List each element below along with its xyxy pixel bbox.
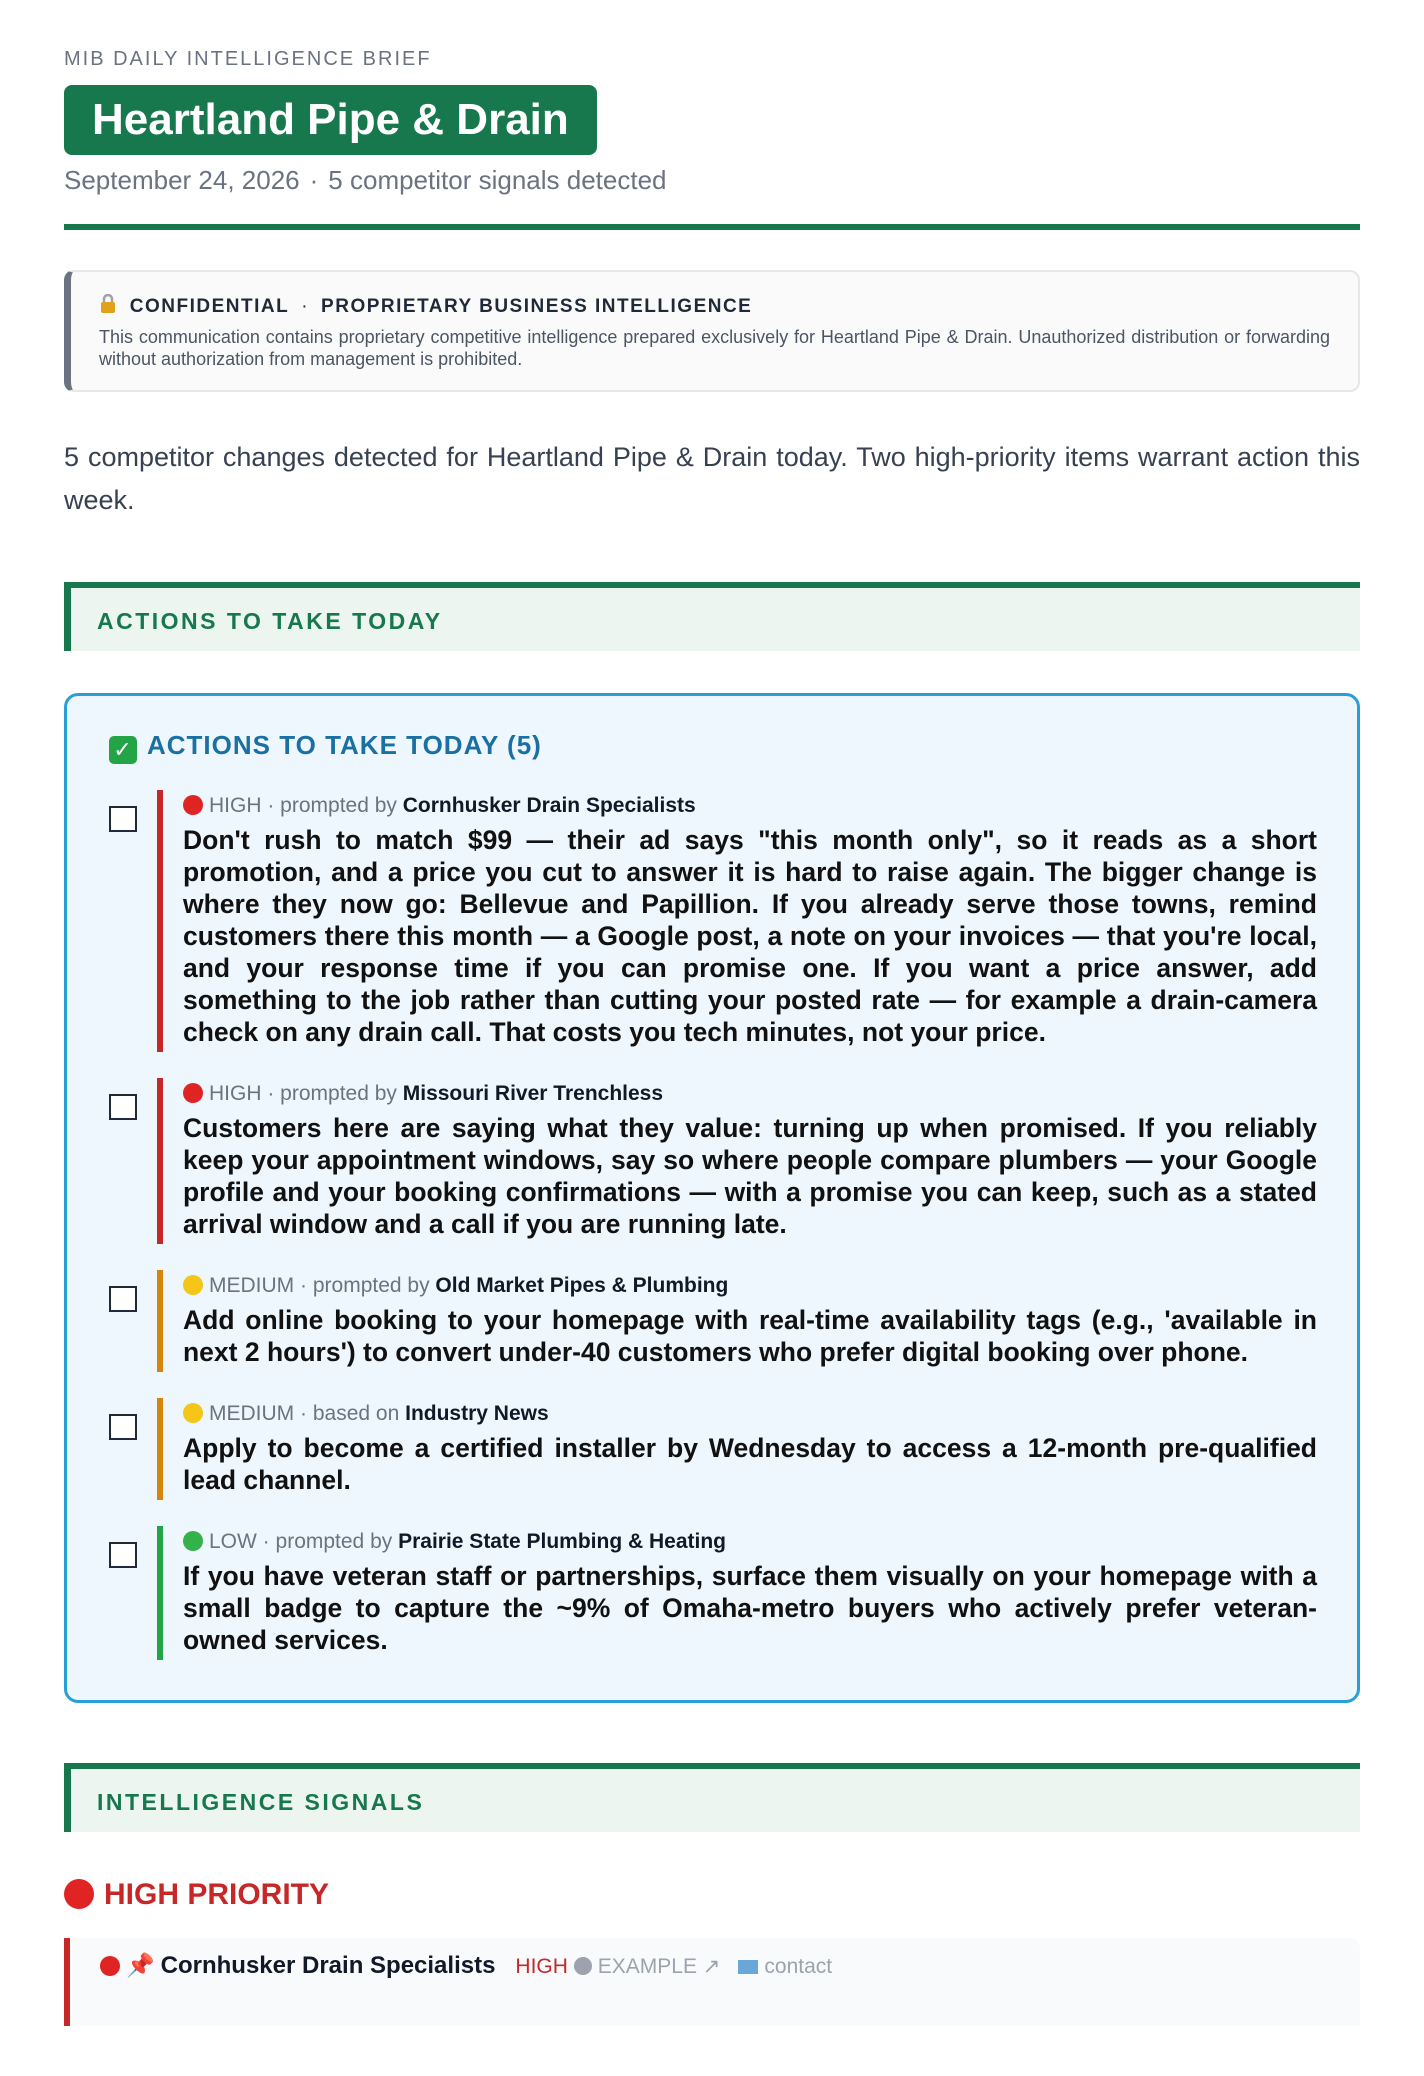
action-checkbox[interactable] xyxy=(109,1542,137,1568)
confidential-body: This communication contains proprietary competitive intelligence prepared exclusively for Heartland Pipe & Drain. Unauthorized distribution or forwarding without authorization from management is prohibited. xyxy=(99,327,1330,369)
action-item xyxy=(109,1078,1317,1244)
meta-separator: · xyxy=(309,165,319,195)
action-text: Don't rush to match $99 — their ad says "this month only", so it reads as a short promotion, and a price you cut to answer it is hard to raise again. The bigger change is where they now go: Bellevue and Papillion. If you already serve those towns, remind customers there this month — a Google post, a note on your invoices — that you're local, and your response time if you can promise one. If you want a price answer, add something to the job rather than cutting your posted rate — for example a drain-camera check on any drain call. That costs you tech minutes, not your price. xyxy=(183,825,1317,1047)
high-priority-label: HIGH PRIORITY xyxy=(104,1878,330,1911)
globe-icon xyxy=(574,1957,592,1975)
pushpin-icon: 📌 xyxy=(126,1952,155,1978)
confidential-notice xyxy=(64,270,1360,392)
action-checkbox[interactable] xyxy=(109,1414,137,1440)
action-meta: HIGH · prompted by Cornhusker Drain Specialists xyxy=(183,794,1317,818)
action-source: Old Market Pipes & Plumbing xyxy=(435,1274,729,1297)
signal-header xyxy=(100,1952,1330,1980)
brief-meta xyxy=(64,165,1360,196)
signal-contact-link[interactable] xyxy=(738,1955,832,1978)
brief-date: September 24, 2026 xyxy=(64,165,300,195)
action-text: Customers here are saying what they value: turning up when promised. If you reliably keep your appointment windows, say so where people compare plumbers — your Google profile and your booking confirmations — with a promise you can keep, such as a stated arrival window and a call if you are running late. xyxy=(183,1113,1317,1239)
action-item xyxy=(109,1526,1317,1660)
brief-summary: 5 competitor changes detected for Heartland Pipe & Drain today. Two high-priority items warrant action this week. xyxy=(64,442,1360,515)
action-checkbox[interactable] xyxy=(109,806,137,832)
confidential-title xyxy=(99,294,1330,318)
section-header-actions: ACTIONS TO TAKE TODAY xyxy=(64,582,1360,651)
action-source: Missouri River Trenchless xyxy=(402,1082,664,1105)
action-meta: LOW · prompted by Prairie State Plumbing & Heating xyxy=(183,1530,1317,1554)
signal-example-label: EXAMPLE ↗ xyxy=(597,1955,721,1978)
action-source: Cornhusker Drain Specialists xyxy=(402,794,696,817)
action-body xyxy=(157,790,1317,1052)
yellow-circle-icon xyxy=(183,1403,203,1423)
green-circle-icon xyxy=(183,1531,203,1551)
red-circle-icon xyxy=(183,795,203,815)
lock-icon xyxy=(99,296,130,317)
action-meta: MEDIUM · prompted by Old Market Pipes & Plumbing xyxy=(183,1274,1317,1298)
action-source-prefix: prompted by xyxy=(280,794,397,817)
signal-level: HIGH xyxy=(515,1955,568,1978)
signal-competitor-name: Cornhusker Drain Specialists xyxy=(160,1952,496,1979)
action-source-prefix: prompted by xyxy=(280,1082,397,1105)
section-header-signals: INTELLIGENCE SIGNALS xyxy=(64,1763,1360,1832)
confidential-label: CONFIDENTIAL xyxy=(129,296,290,317)
brief-page xyxy=(0,48,1424,2026)
action-item xyxy=(109,1398,1317,1500)
signal-contact-label: contact xyxy=(764,1955,833,1978)
action-source-prefix: based on xyxy=(312,1402,400,1425)
signals-count: 5 competitor signals detected xyxy=(328,165,667,195)
actions-title-label: ACTIONS TO TAKE TODAY (5) xyxy=(147,730,542,760)
confidential-sublabel: PROPRIETARY BUSINESS INTELLIGENCE xyxy=(321,296,753,317)
action-checkbox[interactable] xyxy=(109,1094,137,1120)
action-text: If you have veteran staff or partnerships, surface them visually on your homepage with a small badge to capture the ~9% of Omaha-metro buyers who actively prefer veteran-owned services. xyxy=(183,1561,1317,1655)
action-body xyxy=(157,1270,1317,1372)
action-priority: HIGH xyxy=(209,794,262,817)
high-priority-heading xyxy=(64,1878,1360,1912)
email-icon xyxy=(738,1960,758,1974)
action-priority: MEDIUM xyxy=(209,1402,295,1425)
action-priority: HIGH xyxy=(209,1082,262,1105)
business-name-badge: Heartland Pipe & Drain xyxy=(64,85,597,155)
confidential-separator: · xyxy=(301,296,310,317)
red-circle-icon xyxy=(100,1956,120,1976)
header-divider xyxy=(64,224,1360,230)
action-body xyxy=(157,1398,1317,1500)
action-priority: LOW xyxy=(209,1530,257,1553)
red-circle-icon xyxy=(64,1879,94,1909)
yellow-circle-icon xyxy=(183,1275,203,1295)
action-item xyxy=(109,790,1317,1052)
check-mark-icon: ✓ xyxy=(109,736,137,764)
action-meta: MEDIUM · based on Industry News xyxy=(183,1402,1317,1426)
action-meta: HIGH · prompted by Missouri River Trenchless xyxy=(183,1082,1317,1106)
action-body xyxy=(157,1526,1317,1660)
action-checkbox[interactable] xyxy=(109,1286,137,1312)
action-priority: MEDIUM xyxy=(209,1274,295,1297)
action-body xyxy=(157,1078,1317,1244)
signal-card xyxy=(64,1938,1360,2026)
action-source: Prairie State Plumbing & Heating xyxy=(398,1530,726,1553)
signal-example-link[interactable] xyxy=(574,1955,720,1978)
action-text: Add online booking to your homepage with real-time availability tags (e.g., 'available in next 2 hours') to convert under-40 customers who prefer digital booking over phone. xyxy=(183,1305,1317,1367)
red-circle-icon xyxy=(183,1083,203,1103)
action-source-prefix: prompted by xyxy=(312,1274,430,1297)
action-source: Industry News xyxy=(405,1402,549,1425)
brief-eyebrow: MIB DAILY INTELLIGENCE BRIEF xyxy=(64,48,432,70)
action-item xyxy=(109,1270,1317,1372)
actions-title xyxy=(109,730,1317,764)
action-text: Apply to become a certified installer by Wednesday to access a 12-month pre-qualified lead channel. xyxy=(183,1433,1317,1495)
action-source-prefix: prompted by xyxy=(275,1530,393,1553)
actions-card xyxy=(64,693,1360,1703)
